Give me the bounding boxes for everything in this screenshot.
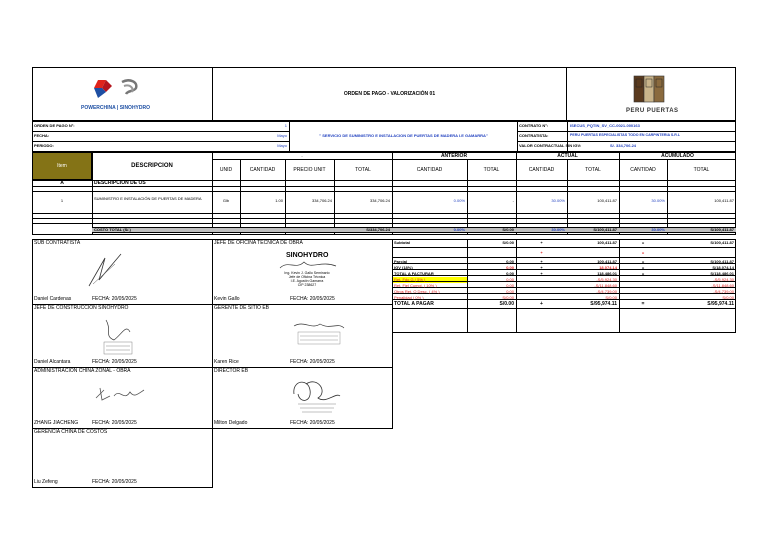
summary-ant-9: S/0.00 bbox=[499, 301, 514, 307]
servicio-description: " SERVICIO DE SUMINISTRO E INSTALACION DE PUERTAS DE MADERA I.E GAMARRA" bbox=[319, 133, 488, 138]
row-ant-total: - bbox=[512, 198, 514, 203]
stamp-sinohydro-brand: SINOHYDRO bbox=[286, 252, 329, 259]
summary-act-3: 18,074.14 bbox=[599, 265, 617, 270]
signature-kevin-gallo-icon bbox=[278, 258, 338, 272]
sig-gerente-sitio-fecha: FECHA: 20/05/2025 bbox=[290, 359, 335, 365]
summary-label-7: Otros Ret. O Desc. ( 4% ) bbox=[394, 289, 440, 294]
sig-jefe-construccion-title: JEFE DE CONSTRUCCIÓN SINOHYDRO bbox=[34, 305, 129, 311]
sig-director-eb-name: Milton Delgado bbox=[214, 420, 248, 426]
sig-jefe-construccion-name: Daniel Alcantara bbox=[34, 359, 71, 365]
sig-admin-china-fecha: FECHA: 20/05/2025 bbox=[92, 420, 137, 426]
col-ant-cantidad: CANTIDAD bbox=[416, 167, 443, 173]
row-acu-cant: 30.00% bbox=[651, 198, 665, 203]
summary-ant-8: S/0.00 bbox=[502, 295, 514, 300]
summary-label-9: TOTAL A PAGAR bbox=[394, 301, 434, 307]
summary-label-6: Ret. Fiel Cumpl. ( 10% ) bbox=[394, 283, 437, 288]
col-unid: UNID bbox=[219, 167, 233, 173]
contratista-value: PERU PUERTAS ESPECIALISTAS TODO EN CARPINTERIA S.R.L bbox=[570, 133, 681, 137]
col-act-cantidad: CANTIDAD bbox=[528, 167, 555, 173]
summary-act-7: -S/4,739.00 bbox=[596, 289, 617, 294]
row-item: 1 bbox=[60, 198, 64, 203]
powerchina-logo-icon bbox=[92, 76, 152, 104]
desc-header-label: DESCRIPCION bbox=[131, 163, 173, 169]
summary-ant-2: 0.00 bbox=[506, 259, 514, 264]
col-act-total: TOTAL bbox=[585, 167, 601, 173]
summary-label-5: Ret. Fdo G ( 5% ) bbox=[394, 277, 426, 282]
orden-value: 1 bbox=[284, 123, 287, 128]
col-total: TOTAL bbox=[355, 167, 371, 173]
row-desc: SUMINISTRO E INSTALACIÓN DE PUERTAS DE MADERA bbox=[94, 196, 202, 201]
stamp-karen-rice-icon bbox=[290, 318, 348, 346]
summary-acu-2: S/100,411.87 bbox=[710, 259, 734, 264]
fecha-label: FECHA: bbox=[34, 133, 50, 138]
summary-act-2: 100,411.87 bbox=[597, 259, 617, 264]
stamp-milton-delgado-icon bbox=[288, 374, 344, 414]
peru-puertas-logo-text: PERU PUERTAS bbox=[626, 108, 679, 114]
document-title: ORDEN DE PAGO - VALORIZACIÓN 01 bbox=[343, 91, 436, 97]
summary-ant-0: S/0.00 bbox=[502, 240, 514, 245]
summary-acu-0: S/100,411.87 bbox=[710, 240, 734, 245]
summary-label-2: Parcial bbox=[394, 259, 408, 264]
contrato-label: CONTRATO N°: bbox=[519, 123, 549, 128]
sig-director-eb-title: DIRECTOR EB bbox=[214, 368, 249, 374]
sig-admin-china-title: ADMINISTRACIÓN CHINA ZONAL - OBRA bbox=[34, 368, 131, 374]
summary-act-sign-4: + bbox=[540, 271, 543, 276]
row-precio: 334,706.24 bbox=[311, 198, 332, 203]
row-unid: Glb bbox=[222, 198, 230, 203]
col-acu-cantidad: CANTIDAD bbox=[630, 167, 656, 173]
valor-value: S/. 334,706.24 bbox=[610, 143, 637, 148]
stamp-line2: Jefe de Oficina Técnica bbox=[288, 275, 326, 279]
summary-acu-sign-1: = bbox=[641, 250, 645, 255]
stamp-line1: Ing. Kevin J. Gallo Seminario bbox=[284, 271, 330, 275]
section-title: DESCRIPCION DE OS bbox=[94, 180, 146, 186]
col-acu-total: TOTAL bbox=[693, 167, 710, 173]
summary-act-6: -S/11,848.60 bbox=[594, 283, 617, 288]
summary-ant-5: 0.00 bbox=[506, 277, 514, 282]
costo-acu-cant: 30.00% bbox=[651, 227, 665, 232]
summary-act-9: S/95,974.11 bbox=[590, 301, 617, 307]
sig-sub-contratista-name: Daniel Cardenas bbox=[34, 296, 72, 302]
row-total: 334,706.24 bbox=[369, 198, 390, 203]
sig-sub-contratista-title: SUB CONTRATISTA bbox=[34, 240, 81, 246]
sig-admin-china-name: ZHANG JIACHENG bbox=[34, 420, 79, 426]
powerchina-logo-text: POWERCHINA | SINOHYDRO bbox=[81, 105, 150, 111]
summary-ant-6: 0.00 bbox=[506, 283, 514, 288]
sig-gerente-sitio-name: Karen Rice bbox=[214, 359, 239, 365]
summary-ant-3: 0.00 bbox=[506, 265, 514, 270]
summary-act-sign-9: + bbox=[540, 301, 543, 307]
row-ant-cant: 0.00% bbox=[453, 198, 465, 203]
col-precio: PRECIO UNIT bbox=[293, 167, 326, 173]
signature-daniel-cardenas-icon bbox=[85, 250, 125, 290]
periodo-label: PERIODO: bbox=[34, 143, 54, 148]
group-actual-label: ACTUAL bbox=[557, 153, 578, 159]
summary-acu-3: S/18,074.14 bbox=[712, 265, 734, 270]
contratista-label: CONTRATISTA: bbox=[519, 133, 549, 138]
costo-acu-total: S/100,411.87 bbox=[710, 227, 734, 232]
row-act-cant: 30.00% bbox=[551, 198, 565, 203]
orden-label: ORDEN DE PAGO N°: bbox=[34, 123, 75, 128]
group-acumulado-label: ACUMULADO bbox=[661, 153, 694, 159]
group-dash-label: - bbox=[301, 153, 303, 158]
costo-ant-total: S/0.00 bbox=[502, 227, 514, 232]
valor-label: VALOR CONTRACTUAL SIN IGV: bbox=[519, 143, 582, 148]
section-letter: A bbox=[60, 180, 64, 186]
summary-act-5: -S/5,924.30 bbox=[596, 277, 617, 282]
sig-sub-contratista-fecha: FECHA: 20/05/2025 bbox=[92, 296, 137, 302]
summary-acu-sign-4: = bbox=[641, 271, 645, 276]
col-ant-total: TOTAL bbox=[483, 167, 500, 173]
summary-ant-4: 0.00 bbox=[506, 271, 514, 276]
summary-acu-5: -S/5,924.30 bbox=[713, 277, 734, 282]
summary-act-4: 118,486.01 bbox=[597, 271, 617, 276]
col-cantidad: CANTIDAD bbox=[249, 167, 276, 173]
summary-ant-7: 0.00 bbox=[506, 289, 514, 294]
summary-acu-7: -S/4,739.00 bbox=[713, 289, 734, 294]
row-cantidad: 1.00 bbox=[275, 198, 283, 203]
costo-total: S/334,706.24 bbox=[366, 227, 390, 232]
summary-act-sign-2: + bbox=[540, 259, 543, 264]
row-acu-total: 100,411.87 bbox=[714, 198, 734, 203]
sig-jefe-oficina-title: JEFE DE OFICINA TÉCNICA DE OBRA bbox=[214, 240, 303, 246]
contrato-value: ISECUS_PQTIN_SV_CC-0021-000163 bbox=[570, 123, 640, 128]
summary-acu-sign-2: = bbox=[641, 259, 645, 264]
summary-acu-sign-0: = bbox=[641, 240, 645, 245]
costo-ant-cant: 0.00% bbox=[453, 227, 465, 232]
costo-act-total: S/100,411.87 bbox=[593, 227, 617, 232]
summary-label-4: TOTAL A FACTURAR bbox=[394, 271, 434, 276]
sig-jefe-oficina-name: Kevin Gallo bbox=[214, 296, 240, 302]
sig-jefe-oficina-fecha: FECHA: 20/05/2025 bbox=[290, 296, 335, 302]
sig-gerencia-china-name: Liu Zefeng bbox=[34, 479, 58, 485]
stamp-line3: I.E. Agustín Gamarra bbox=[290, 279, 324, 283]
sig-jefe-construccion-fecha: FECHA: 20/05/2025 bbox=[92, 359, 137, 365]
summary-acu-6: -S/11,848.60 bbox=[711, 283, 734, 288]
summary-act-sign-3: + bbox=[540, 265, 543, 270]
summary-acu-4: S/118,486.01 bbox=[710, 271, 734, 276]
summary-label-8: Penalidad ( 0% ) bbox=[394, 295, 424, 300]
group-anterior-label: ANTERIOR bbox=[440, 153, 468, 159]
sig-director-eb-fecha: FECHA: 20/05/2025 bbox=[290, 420, 335, 426]
summary-act-sign-1: + bbox=[540, 250, 543, 255]
sig-gerencia-china-title: GERENCIA CHINA DE COSTOS bbox=[34, 429, 108, 435]
row-act-total: 100,411.87 bbox=[597, 198, 617, 203]
summary-act-sign-0: + bbox=[540, 240, 543, 245]
summary-label-0: Subtotal bbox=[394, 240, 410, 245]
summary-acu-sign-3: = bbox=[641, 265, 645, 270]
sig-gerente-sitio-title: GERENTE DE SITIO EB bbox=[214, 305, 270, 311]
sig-gerencia-china-fecha: FECHA: 20/05/2025 bbox=[92, 479, 137, 485]
summary-acu-sign-9: = bbox=[641, 301, 645, 307]
summary-act-8: S/0.00 bbox=[605, 295, 617, 300]
item-header-label: Item bbox=[57, 163, 67, 169]
fecha-value: Mayo bbox=[277, 133, 287, 138]
signature-zhang-jiacheng-icon bbox=[92, 384, 148, 406]
costo-act-cant: 30.00% bbox=[551, 227, 565, 232]
stamp-line4: CIP 238627 bbox=[297, 283, 317, 287]
periodo-value: Mayo bbox=[277, 143, 287, 148]
peru-puertas-logo-icon bbox=[628, 74, 670, 104]
stamp-daniel-alcantara-icon bbox=[100, 316, 136, 356]
summary-act-0: 100,411.87 bbox=[597, 240, 617, 245]
summary-acu-8: S/0.00 bbox=[722, 295, 734, 300]
costo-label: COSTO TOTAL (S/.) bbox=[94, 227, 131, 232]
summary-acu-9: S/95,974.11 bbox=[707, 301, 734, 307]
summary-label-3: IGV (18%) bbox=[394, 265, 413, 270]
